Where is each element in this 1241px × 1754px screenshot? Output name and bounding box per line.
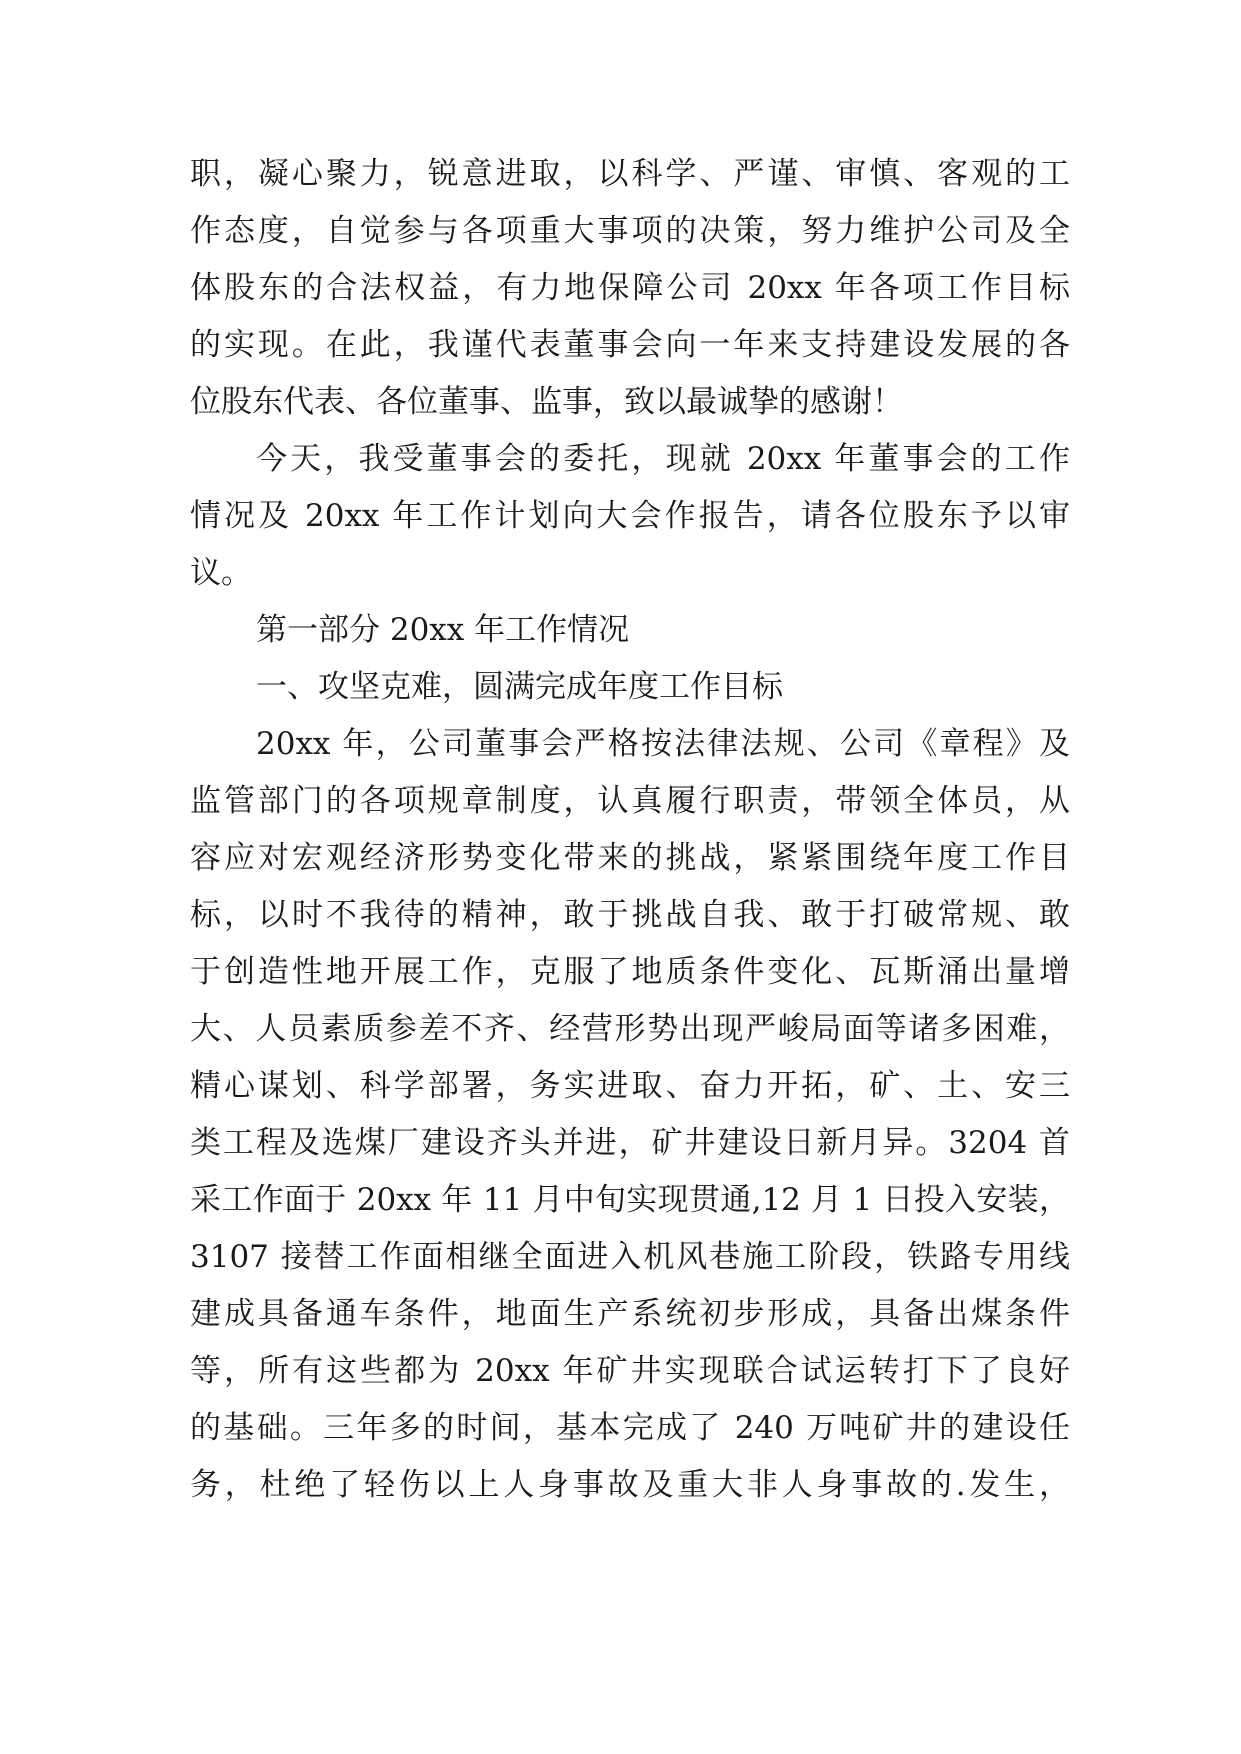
body-text-line: 等，所有这些都为 20xx 年矿井实现联合试运转打下了良好: [190, 1353, 1070, 1389]
body-text-line: 20xx 年，公司董事会严格按法律法规、公司《章程》及: [256, 726, 1070, 762]
body-text-line: 类工程及选煤厂建设齐头并进，矿井建设日新月异。3204 首: [190, 1125, 1070, 1161]
body-text-line: 职，凝心聚力，锐意进取，以科学、严谨、审慎、客观的工: [190, 156, 1070, 192]
body-text-line: 于创造性地开展工作，克服了地质条件变化、瓦斯涌出量增: [190, 954, 1070, 990]
body-text-line: 务，杜绝了轻伤以上人身事故及重大非人身事故的.发生，: [190, 1467, 1070, 1503]
body-text-line: 作态度，自觉参与各项重大事项的决策，努力维护公司及全: [190, 213, 1070, 249]
body-text-line: 的基础。三年多的时间，基本完成了 240 万吨矿井的建设任: [190, 1410, 1070, 1446]
body-text-line: 3107 接替工作面相继全面进入机风巷施工阶段，铁路专用线: [190, 1239, 1070, 1275]
body-text-line: 容应对宏观经济形势变化带来的挑战，紧紧围绕年度工作目: [190, 840, 1070, 876]
body-text-line: 体股东的合法权益，有力地保障公司 20xx 年各项工作目标: [190, 270, 1070, 306]
body-text-line: 议。: [190, 555, 252, 591]
body-text-line: 标，以时不我待的精神，敢于挑战自我、敢于打破常规、敢: [190, 897, 1070, 933]
body-text-line: 位股东代表、各位董事、监事，致以最诚挚的感谢！: [190, 384, 903, 420]
subsection-heading: 一、攻坚克难，圆满完成年度工作目标: [256, 669, 783, 705]
body-text-line: 监管部门的各项规章制度，认真履行职责，带领全体员，从: [190, 783, 1070, 819]
body-text-line: 建成具备通车条件，地面生产系统初步形成，具备出煤条件: [190, 1296, 1070, 1332]
section-heading: 第一部分 20xx 年工作情况: [256, 612, 630, 648]
body-text-line: 采工作面于 20xx 年 11 月中旬实现贯通,12 月 1 日投入安装，: [190, 1182, 1070, 1218]
body-text-line: 大、人员素质参差不齐、经营形势出现严峻局面等诸多困难，: [190, 1011, 1070, 1047]
body-text-line: 今天，我受董事会的委托，现就 20xx 年董事会的工作: [256, 441, 1070, 477]
body-text-line: 的实现。在此，我谨代表董事会向一年来支持建设发展的各: [190, 327, 1070, 363]
body-text-line: 精心谋划、科学部署，务实进取、奋力开拓，矿、土、安三: [190, 1068, 1070, 1104]
body-text-line: 情况及 20xx 年工作计划向大会作报告，请各位股东予以审: [190, 498, 1070, 534]
